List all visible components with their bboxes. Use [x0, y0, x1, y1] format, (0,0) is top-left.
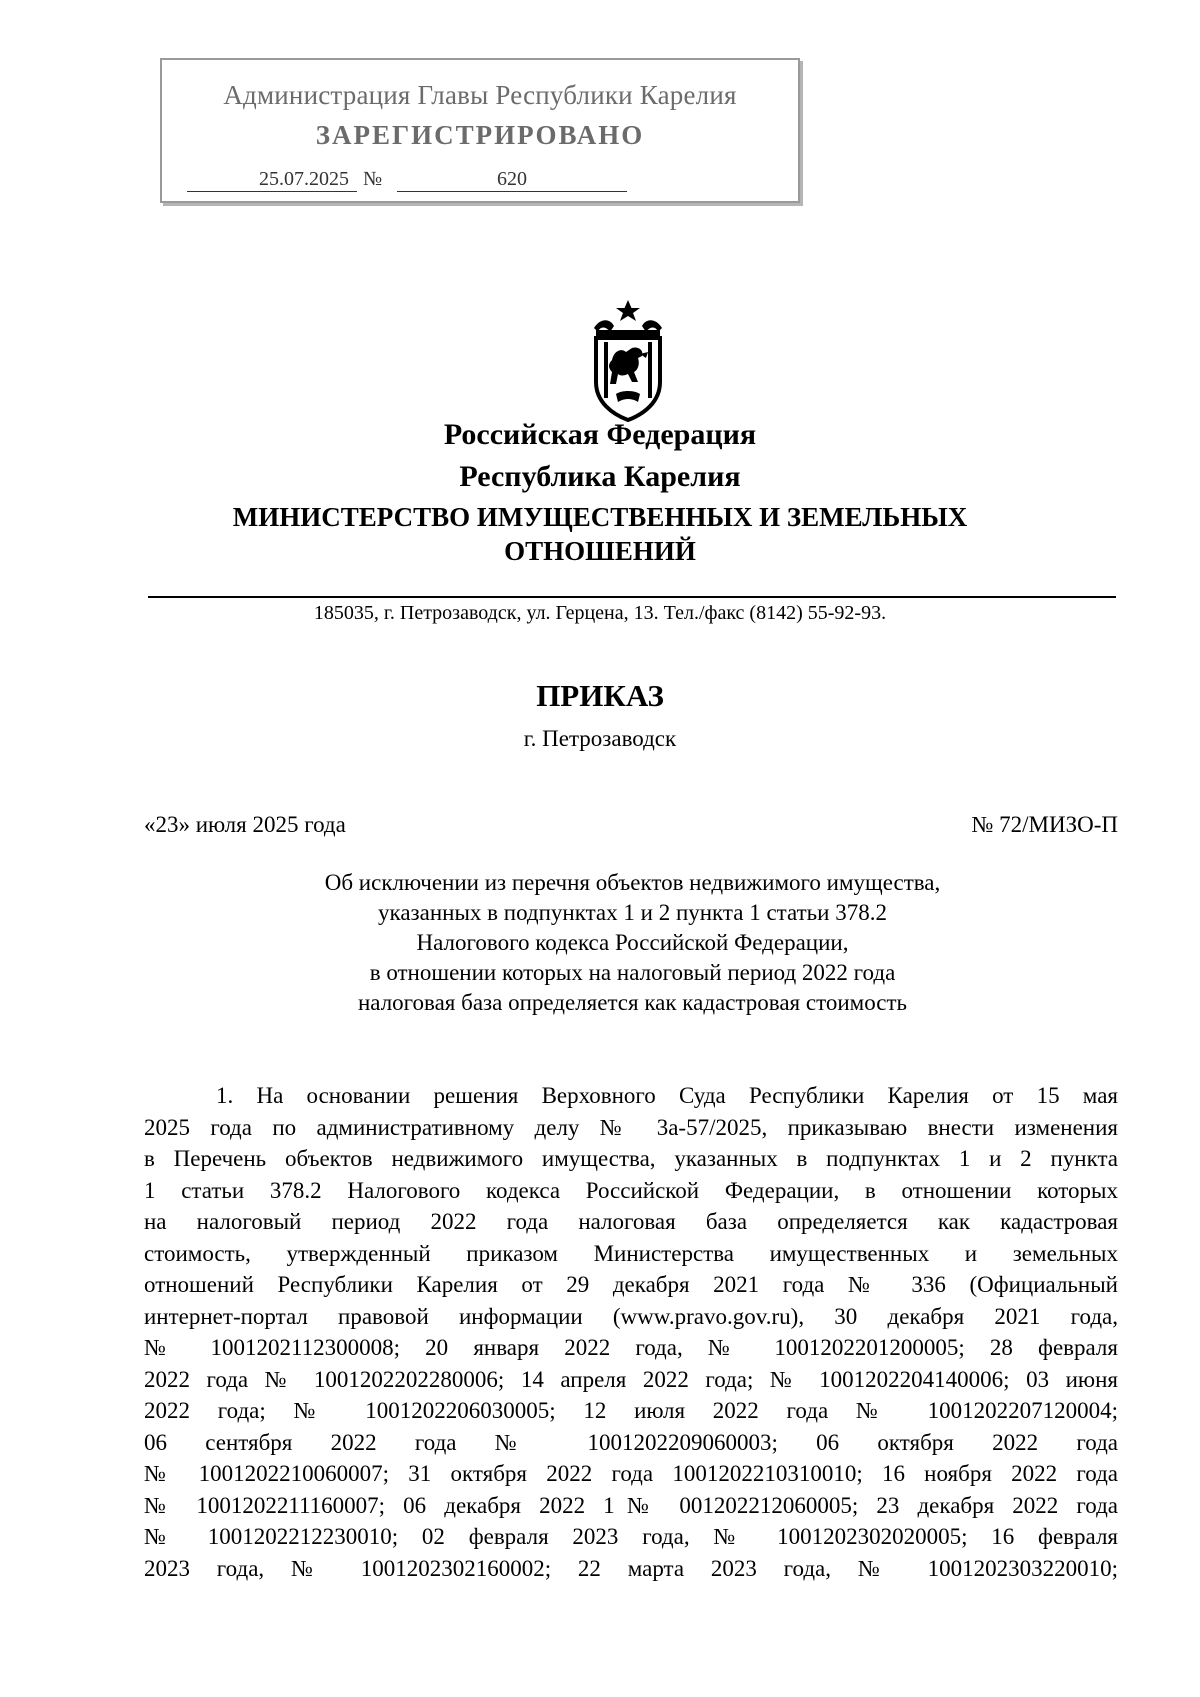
body-line: 2022 года № 1001202202280006; 14 апреля 2022 года; № 1001202204140006; 03 июня	[144, 1366, 1118, 1392]
body-line: 06 сентября 2022 года № 1001202209060003; 06 октября 2022 года	[144, 1429, 1118, 1455]
body-line: интернет-портал правовой информации (www.pravo.gov.ru), 30 декабря 2021 года,	[144, 1303, 1118, 1329]
registration-stamp	[160, 58, 800, 203]
body-line: 1 статьи 378.2 Налогового кодекса Российской Федерации, в отношении которых	[144, 1177, 1118, 1203]
stamp-status: ЗАРЕГИСТРИРОВАНО	[315, 120, 645, 150]
body-line: стоимость, утвержденный приказом Министерства имущественных и земельных	[144, 1240, 1118, 1266]
header-ministry-line2: ОТНОШЕНИЙ	[504, 536, 696, 566]
stamp-number-sign: №	[363, 168, 383, 190]
subject-line: в отношении которых на налоговый период 2022 года	[369, 960, 896, 985]
document-subject	[150, 868, 1115, 1018]
karelia-coat-of-arms-icon	[582, 298, 674, 424]
body-line: в Перечень объектов недвижимого имущества, указанных в подпунктах 1 и 2 пункта	[144, 1146, 1118, 1171]
header-country: Российская Федерация	[443, 418, 757, 451]
stamp-number: 620	[397, 168, 627, 192]
body-line: № 1001202211160007; 06 декабря 2022 1№ 001202212060005; 23 декабря 2022 года	[144, 1492, 1118, 1518]
body-line: на налоговый период 2022 года налоговая база определяется как кадастровая	[144, 1209, 1118, 1234]
stamp-organization: Администрация Главы Республики Карелия	[223, 80, 737, 110]
body-line: 2022 года; № 1001202206030005; 12 июля 2022 года № 1001202207120004;	[144, 1398, 1118, 1423]
header-divider	[148, 596, 1116, 598]
document-city: г. Петрозаводск	[523, 726, 677, 751]
body-line: 2025 года по административному делу № 3а-57/2025, приказываю внести изменения	[144, 1114, 1118, 1140]
body-line: № 1001202212230010; 02 февраля 2023 года, № 1001202302020005; 16 февраля	[144, 1524, 1118, 1549]
body-line: № 1001202112300008; 20 января 2022 года, № 1001202201200005; 28 февраля	[144, 1335, 1118, 1360]
document-number: № 72/МИЗО-П	[971, 812, 1118, 837]
body-line: № 1001202210060007; 31 октября 2022 года 1001202210310010; 16 ноября 2022 года	[144, 1461, 1118, 1486]
header-republic: Республика Карелия	[459, 460, 741, 493]
ministry-address: 185035, г. Петрозаводск, ул. Герцена, 13. Тел./факс (8142) 55-92-93.	[313, 602, 887, 624]
document-date: «23» июля 2025 года	[144, 812, 346, 837]
stamp-date: 25.07.2025	[187, 168, 357, 192]
document-body	[144, 1080, 1118, 1584]
body-line: 1. На основании решения Верховного Суда Республики Карелия от 15 мая	[216, 1083, 1118, 1108]
body-line: отношений Республики Карелия от 29 декабря 2021 года № 336 (Официальный	[144, 1272, 1118, 1297]
body-line: 2023 года, № 1001202302160002; 22 марта 2023 года, № 1001202303220010;	[144, 1555, 1118, 1581]
subject-line: налоговая база определяется как кадастровая стоимость	[357, 990, 908, 1015]
subject-line: Об исключении из перечня объектов недвижимого имущества,	[324, 870, 941, 895]
subject-line: указанных в подпунктах 1 и 2 пункта 1 статьи 378.2	[378, 900, 887, 925]
subject-line: Налогового кодекса Российской Федерации,	[416, 930, 849, 955]
header-ministry-line1: МИНИСТЕРСТВО ИМУЩЕСТВЕННЫХ И ЗЕМЕЛЬНЫХ	[232, 502, 968, 532]
document-type: ПРИКАЗ	[536, 678, 664, 713]
